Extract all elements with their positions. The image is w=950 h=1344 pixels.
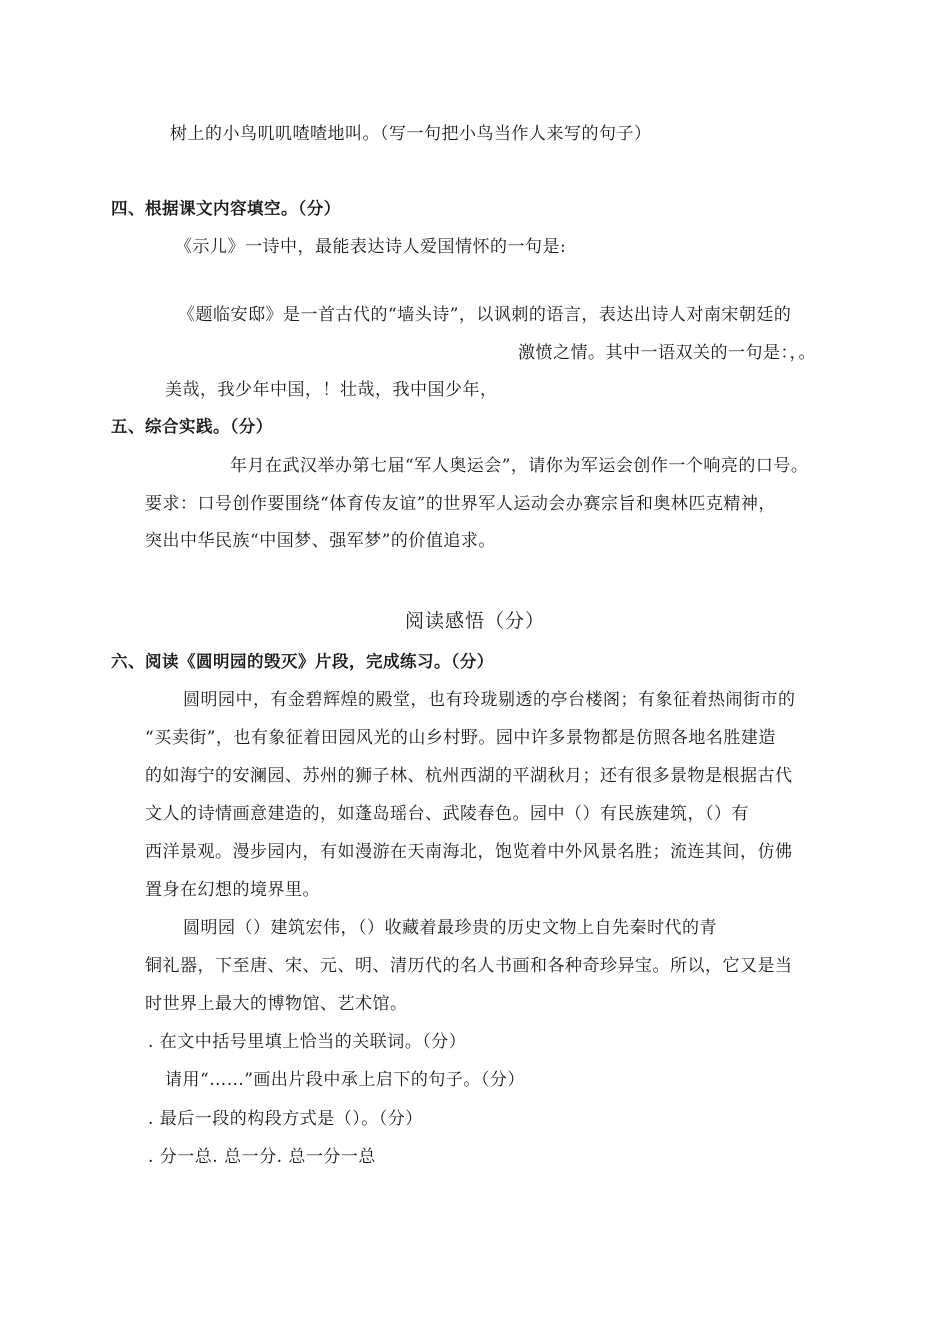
- passage-line: 铜礼器，下至唐、宋、元、明、清历代的名人书画和各种奇珍异宝。所以，它又是当: [145, 956, 793, 976]
- reading-section-title: 阅读感悟（分）: [404, 610, 545, 632]
- question-5-heading: 五、综合实践。（分）: [111, 417, 273, 436]
- passage-line: 置身在幻想的境界里。: [145, 880, 320, 900]
- question-6-heading: 六、阅读《圆明园的毁灭》片段，完成练习。（分）: [111, 652, 494, 671]
- question-4-line-4: 美哉，我少年中国，！壮哉，我中国少年，: [165, 380, 498, 400]
- question-4-line-3: 激愤之情。其中一语双关的一句是：，。: [518, 343, 816, 363]
- sub-question-1: . 在文中括号里填上恰当的关联词。（分）: [148, 1032, 467, 1052]
- question-5-line-2: 要求：口号创作要围绕“体育传友谊”的世界军人运动会办赛宗旨和奥林匹克精神，: [145, 494, 776, 514]
- passage-line: 圆明园（）建筑宏伟，（）收藏着最珍贵的历史文物上自先秦时代的青: [183, 918, 717, 938]
- sub-question-3-options: . 分一总. 总一分. 总一分一总: [148, 1147, 376, 1167]
- passage-line: 圆明园中，有金碧辉煌的殿堂，也有玲珑剔透的亭台楼阁；有象征着热闹街市的: [183, 690, 796, 710]
- question-4-line-1: 《示儿》一诗中，最能表达诗人爱国情怀的一句是:: [175, 237, 567, 257]
- passage-line: 的如海宁的安澜园、苏州的狮子林、杭州西湖的平湖秋月；还有很多景物是根据古代: [145, 766, 793, 786]
- question-4-line-2: 《题临安邸》是一首古代的“墙头诗”，以讽刺的语言，表达出诗人对南宋朝廷的: [178, 305, 792, 325]
- question-5-line-1: 年月在武汉举办第七届“军人奥运会”，请你为军运会创作一个响亮的口号。: [230, 456, 809, 476]
- passage-line: 时世界上最大的博物馆、艺术馆。: [145, 994, 408, 1014]
- passage-line: “买卖街”，也有象征着田园风光的山乡村野。园中许多景物都是仿照各地名胜建造: [145, 728, 776, 748]
- sub-question-3: . 最后一段的构段方式是（）。（分）: [148, 1109, 423, 1129]
- passage-line: 文人的诗情画意建造的，如蓬岛瑶台、武陵春色。园中（）有民族建筑，（）有: [145, 804, 749, 824]
- question-3-bird-sentence: 树上的小鸟叽叽喳喳地叫。（写一句把小鸟当作人来写的句子）: [170, 124, 652, 144]
- question-5-line-3: 突出中华民族“中国梦、强军梦”的价值追求。: [145, 531, 496, 551]
- question-4-heading: 四、根据课文内容填空。（分）: [111, 199, 341, 218]
- sub-question-2: 请用“……”画出片段中承上启下的句子。（分）: [165, 1070, 525, 1090]
- passage-line: 西洋景观。漫步园内，有如漫游在天南海北，饱览着中外风景名胜；流连其间，仿佛: [145, 842, 793, 862]
